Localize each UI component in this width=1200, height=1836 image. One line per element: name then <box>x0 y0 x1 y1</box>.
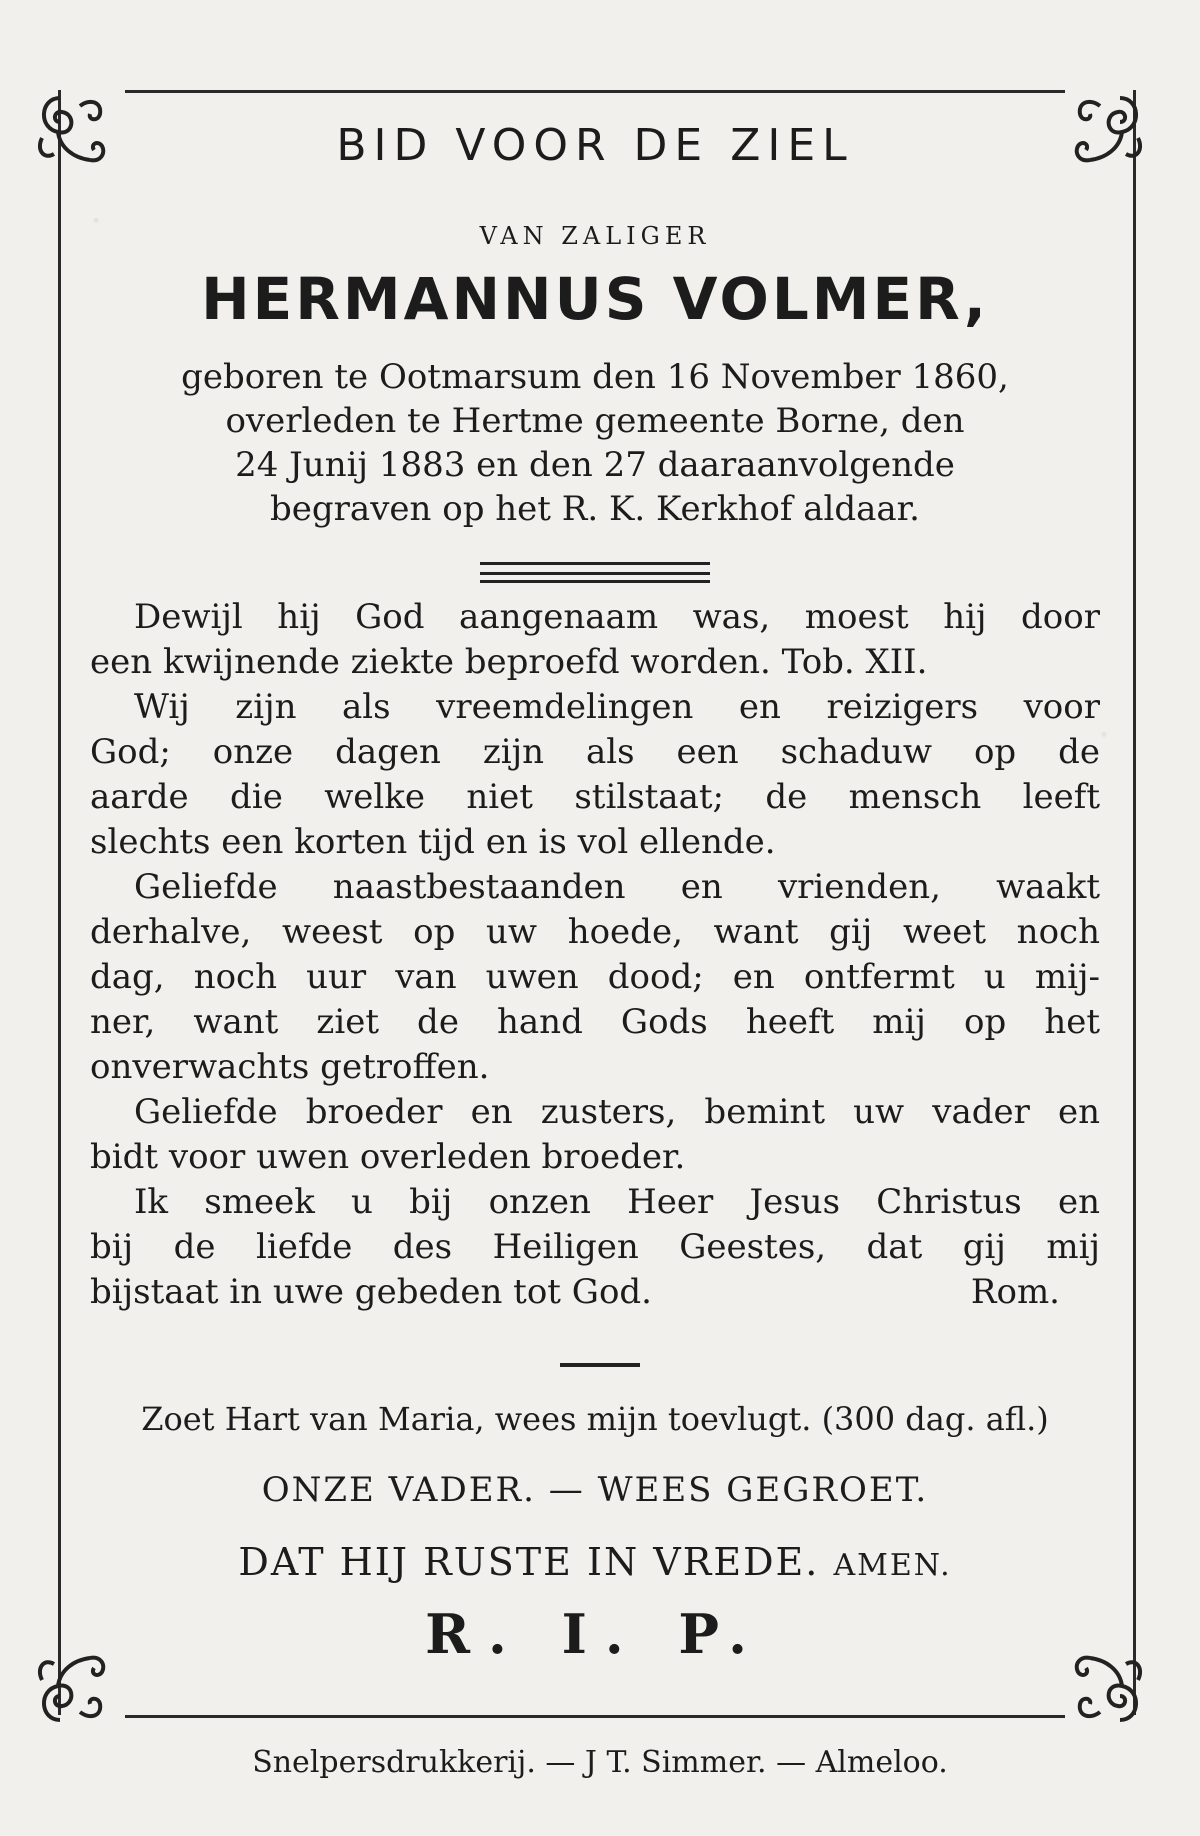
amen-text: AMEN. <box>833 1548 952 1583</box>
rest-in-peace-line <box>90 1540 1100 1584</box>
paragraph <box>90 685 1100 865</box>
paragraph-final-line <box>90 1270 1100 1315</box>
paragraph <box>90 865 1100 1090</box>
paragraph-line: Wij zijn als vreemdelingen en reizigers voor <box>134 687 1100 727</box>
frame-bottom-rule <box>125 1715 1065 1718</box>
divider-rule <box>480 572 710 575</box>
paragraph-line: dag, noch uur van uwen dood; en ontfermt u mij- <box>90 957 1100 997</box>
paragraph-line: aarde die welke niet stilstaat; de mensch leeft <box>90 777 1100 817</box>
scripture-reference: Rom. <box>970 1272 1060 1312</box>
paragraph <box>90 595 1100 685</box>
paragraph-line: Dewijl hij God aangenaam was, moest hij door <box>134 597 1100 637</box>
paragraph-line: ner, want ziet de hand Gods heeft mij op het <box>90 1002 1100 1042</box>
paragraph-line: Geliefde naastbestaanden en vrienden, waakt <box>134 867 1100 907</box>
paragraph <box>90 1180 1100 1315</box>
biography <box>90 355 1100 531</box>
rest-in-peace-text: DAT HIJ RUSTE IN VREDE. <box>238 1540 820 1584</box>
biography-line: geboren te Ootmarsum den 16 November 1860, <box>181 357 1009 397</box>
paragraph-line: bidt voor uwen overleden broeder. <box>90 1137 686 1177</box>
card-subheading: VAN ZALIGER <box>479 222 711 250</box>
paragraph-line: Geliefde broeder en zusters, bemint uw vader en <box>134 1092 1100 1132</box>
paragraph-line: God; onze dagen zijn als een schaduw op de <box>90 732 1100 772</box>
divider-rule <box>480 562 710 565</box>
biography-line: begraven op het R. K. Kerkhof aldaar. <box>270 489 920 529</box>
prayer-titles: ONZE VADER. — WEES GEGROET. <box>261 1470 929 1510</box>
paragraph-line: bij de liefde des Heiligen Geestes, dat gij mij <box>90 1227 1100 1267</box>
card-heading: BID VOOR DE ZIEL <box>336 120 854 171</box>
card-body <box>90 595 1100 1315</box>
biography-line: 24 Junij 1883 en den 27 daaraanvolgende <box>235 445 955 485</box>
prayer-invocation: Zoet Hart van Maria, wees mijn toevlugt. (300 dag. afl.) <box>141 1400 1049 1438</box>
paragraph-line: Ik smeek u bij onzen Heer Jesus Christus en <box>134 1182 1100 1222</box>
paragraph-line: slechts een korten tijd en is vol ellende. <box>90 822 776 862</box>
paragraph-line: onverwachts getroffen. <box>90 1047 490 1087</box>
paragraph <box>90 1090 1100 1180</box>
paragraph-line: derhalve, weest op uw hoede, want gij weet noch <box>90 912 1100 952</box>
paragraph-line: bijstaat in uwe gebeden tot God. <box>90 1272 652 1312</box>
deceased-name: HERMANNUS VOLMER, <box>201 265 989 333</box>
rip-initials: R. I. P. <box>425 1602 765 1666</box>
biography-line: overleden te Hertme gemeente Borne, den <box>225 401 965 441</box>
divider-rule <box>480 580 710 583</box>
printer-credit: Snelpersdrukkerij. — J T. Simmer. — Almeloo. <box>252 1745 948 1780</box>
frame-top-rule <box>125 90 1065 93</box>
short-divider <box>560 1363 640 1367</box>
paragraph-line: een kwijnende ziekte beproefd worden. Tob. XII. <box>90 642 928 682</box>
